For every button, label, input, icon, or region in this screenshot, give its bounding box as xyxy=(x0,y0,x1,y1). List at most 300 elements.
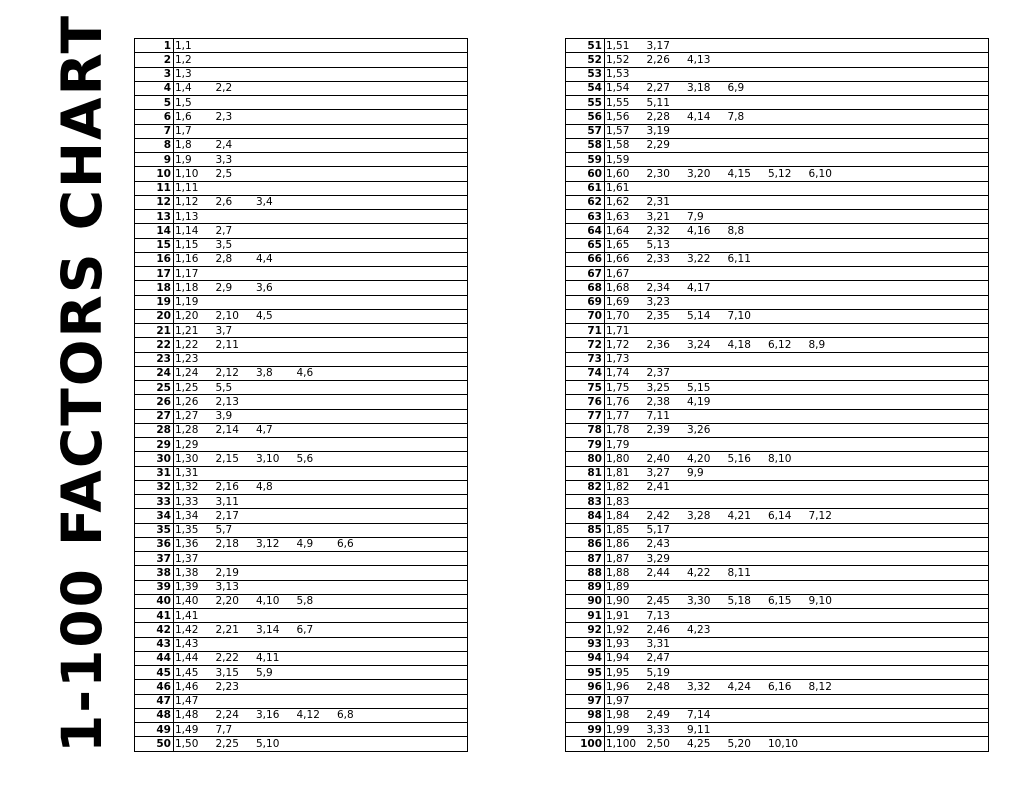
factor-pair: 1,1 xyxy=(175,39,192,52)
number-cell: 56 xyxy=(566,110,605,124)
factor-pair: 1,78 xyxy=(606,424,630,437)
table-row xyxy=(135,195,468,209)
factor-pair: 1,45 xyxy=(175,666,199,679)
number-cell: 12 xyxy=(135,195,174,209)
table-row xyxy=(135,81,468,95)
factor-pair: 1,46 xyxy=(175,680,199,693)
table-row xyxy=(135,537,468,551)
factor-pair: 7,9 xyxy=(687,210,704,223)
table-row xyxy=(566,210,989,224)
table-row xyxy=(566,295,989,309)
number-cell: 79 xyxy=(566,438,605,452)
factor-pair: 1,59 xyxy=(606,153,630,166)
factor-pair: 2,39 xyxy=(646,424,670,437)
number-cell: 87 xyxy=(566,552,605,566)
table-row xyxy=(135,124,468,138)
factor-pair: 3,33 xyxy=(646,723,670,736)
factor-pair: 1,35 xyxy=(175,524,199,537)
factor-pair: 3,29 xyxy=(646,552,670,565)
factor-pairs-cell xyxy=(605,338,989,352)
factor-pair: 3,6 xyxy=(256,281,273,294)
factor-pairs-cell xyxy=(605,381,989,395)
table-row xyxy=(135,423,468,437)
number-cell: 17 xyxy=(135,267,174,281)
factor-pair: 2,23 xyxy=(215,680,239,693)
factor-pairs-cell xyxy=(605,210,989,224)
factor-pair: 6,11 xyxy=(727,253,751,266)
factor-pair: 4,7 xyxy=(256,424,273,437)
number-cell: 19 xyxy=(135,295,174,309)
factor-pair: 1,31 xyxy=(175,467,199,480)
factor-pair: 1,73 xyxy=(606,353,630,366)
factor-pairs-cell xyxy=(605,708,989,722)
factor-pair: 7,8 xyxy=(727,110,745,123)
factor-pairs-cell xyxy=(174,666,468,680)
number-cell: 11 xyxy=(135,181,174,195)
table-row xyxy=(566,466,989,480)
factor-pairs-cell xyxy=(174,167,468,181)
factor-pairs-cell xyxy=(174,366,468,380)
factor-pair: 1,4 xyxy=(175,82,192,95)
factor-pair: 9,11 xyxy=(687,723,711,736)
factor-pair: 3,32 xyxy=(687,680,711,693)
number-cell: 31 xyxy=(135,466,174,480)
number-cell: 45 xyxy=(135,666,174,680)
table-row xyxy=(566,167,989,181)
factor-pair: 2,31 xyxy=(646,196,670,209)
factor-pairs-cell xyxy=(174,723,468,737)
factor-pair: 5,5 xyxy=(215,381,233,394)
factor-pair: 5,20 xyxy=(727,737,751,750)
factor-pair: 6,8 xyxy=(337,709,354,722)
number-cell: 59 xyxy=(566,153,605,167)
factor-pair: 1,58 xyxy=(606,139,630,152)
table-row xyxy=(135,224,468,238)
factor-pairs-cell xyxy=(605,309,989,323)
factor-pair: 1,82 xyxy=(606,481,630,494)
factor-pair: 2,19 xyxy=(215,566,239,579)
number-cell: 81 xyxy=(566,466,605,480)
number-cell: 29 xyxy=(135,438,174,452)
factor-pair: 2,22 xyxy=(215,652,239,665)
factor-pair: 4,17 xyxy=(687,281,711,294)
factor-pair: 4,6 xyxy=(296,367,314,380)
factor-pairs-cell xyxy=(174,224,468,238)
number-cell: 80 xyxy=(566,452,605,466)
factor-pair: 7,12 xyxy=(808,509,832,522)
number-cell: 74 xyxy=(566,366,605,380)
factor-pair: 1,22 xyxy=(175,338,199,351)
factor-pair: 3,12 xyxy=(256,538,280,551)
factor-pair: 10,10 xyxy=(768,737,799,750)
factor-pair: 8,8 xyxy=(727,224,745,237)
table-row xyxy=(566,81,989,95)
number-cell: 89 xyxy=(566,580,605,594)
table-row xyxy=(135,466,468,480)
factor-pair: 2,11 xyxy=(215,338,239,351)
table-row xyxy=(566,537,989,551)
factor-pair: 2,46 xyxy=(646,623,670,636)
table-row xyxy=(566,623,989,637)
factor-pair: 1,9 xyxy=(175,153,192,166)
factor-pairs-cell xyxy=(174,96,468,110)
factor-pairs-cell xyxy=(605,224,989,238)
table-row xyxy=(135,509,468,523)
factor-pairs-cell xyxy=(605,452,989,466)
factor-pairs-cell xyxy=(174,181,468,195)
table-row xyxy=(566,110,989,124)
factor-pairs-cell xyxy=(174,509,468,523)
table-row xyxy=(566,338,989,352)
factor-pair: 3,23 xyxy=(646,296,670,309)
factor-pair: 2,21 xyxy=(215,623,239,636)
factor-pairs-cell xyxy=(174,53,468,67)
table-row xyxy=(135,723,468,737)
number-cell: 100 xyxy=(566,737,605,751)
factor-pair: 5,15 xyxy=(687,381,711,394)
table-row xyxy=(566,138,989,152)
factor-pairs-cell xyxy=(174,153,468,167)
factor-pairs-cell xyxy=(174,495,468,509)
number-cell: 10 xyxy=(135,167,174,181)
number-cell: 99 xyxy=(566,723,605,737)
factor-pair: 1,70 xyxy=(606,310,630,323)
factor-pair: 5,16 xyxy=(727,452,751,465)
number-cell: 86 xyxy=(566,537,605,551)
table-row xyxy=(566,680,989,694)
factor-pair: 2,43 xyxy=(646,538,670,551)
number-cell: 92 xyxy=(566,623,605,637)
table-row xyxy=(566,452,989,466)
factor-pair: 1,20 xyxy=(175,310,199,323)
table-row xyxy=(135,594,468,608)
factor-pair: 3,9 xyxy=(215,410,233,423)
table-row xyxy=(566,252,989,266)
factor-pairs-cell xyxy=(174,594,468,608)
factor-pair: 8,11 xyxy=(727,566,751,579)
factor-pair: 4,5 xyxy=(256,310,273,323)
table-row xyxy=(566,666,989,680)
number-cell: 54 xyxy=(566,81,605,95)
factor-pairs-cell xyxy=(174,252,468,266)
factor-pair: 1,72 xyxy=(606,338,630,351)
factor-pair: 1,83 xyxy=(606,495,630,508)
factor-pair: 6,16 xyxy=(768,680,792,693)
factor-pairs-cell xyxy=(174,466,468,480)
table-row xyxy=(135,138,468,152)
number-cell: 13 xyxy=(135,210,174,224)
table-row xyxy=(566,737,989,751)
factor-pair: 2,16 xyxy=(215,481,239,494)
factor-pair: 1,61 xyxy=(606,182,630,195)
factor-pair: 1,39 xyxy=(175,581,199,594)
number-cell: 3 xyxy=(135,67,174,81)
factor-pair: 4,8 xyxy=(256,481,273,494)
factors-table-1-50 xyxy=(134,38,468,752)
number-cell: 85 xyxy=(566,523,605,537)
factor-pair: 1,26 xyxy=(175,395,199,408)
number-cell: 42 xyxy=(135,623,174,637)
factor-pair: 2,49 xyxy=(646,709,670,722)
table-row xyxy=(566,566,989,580)
number-cell: 96 xyxy=(566,680,605,694)
factor-pair: 1,42 xyxy=(175,623,199,636)
factor-pair: 5,7 xyxy=(215,524,233,537)
factor-pair: 1,36 xyxy=(175,538,199,551)
factor-pair: 1,41 xyxy=(175,609,199,622)
number-cell: 67 xyxy=(566,267,605,281)
factor-pairs-cell xyxy=(605,96,989,110)
factor-pairs-cell xyxy=(174,438,468,452)
factors-table-51-100 xyxy=(565,38,989,752)
factor-pair: 1,8 xyxy=(175,139,192,152)
number-cell: 20 xyxy=(135,309,174,323)
factor-pair: 2,42 xyxy=(646,509,670,522)
number-cell: 23 xyxy=(135,352,174,366)
factor-pair: 2,50 xyxy=(646,737,670,750)
number-cell: 65 xyxy=(566,238,605,252)
factor-pairs-cell xyxy=(605,680,989,694)
table-row xyxy=(135,96,468,110)
factor-pair: 7,14 xyxy=(687,709,711,722)
number-cell: 78 xyxy=(566,423,605,437)
factor-pair: 2,5 xyxy=(215,167,233,180)
factor-pair: 7,10 xyxy=(727,310,751,323)
number-cell: 94 xyxy=(566,651,605,665)
factor-pair: 6,9 xyxy=(727,82,745,95)
factor-pair: 5,17 xyxy=(646,524,670,537)
number-cell: 25 xyxy=(135,381,174,395)
table-row xyxy=(566,181,989,195)
number-cell: 48 xyxy=(135,708,174,722)
factor-pair: 3,19 xyxy=(646,125,670,138)
number-cell: 49 xyxy=(135,723,174,737)
number-cell: 39 xyxy=(135,580,174,594)
factor-pairs-cell xyxy=(174,609,468,623)
table-row xyxy=(566,552,989,566)
table-row xyxy=(135,580,468,594)
factor-pairs-cell xyxy=(174,81,468,95)
factor-pair: 1,88 xyxy=(606,566,630,579)
factor-pair: 1,40 xyxy=(175,595,199,608)
factor-pairs-cell xyxy=(174,309,468,323)
factor-pairs-cell xyxy=(605,39,989,53)
factor-pair: 4,15 xyxy=(727,167,751,180)
factor-pair: 2,33 xyxy=(646,253,670,266)
number-cell: 5 xyxy=(135,96,174,110)
factor-pairs-cell xyxy=(605,438,989,452)
factor-pair: 3,5 xyxy=(215,239,233,252)
number-cell: 70 xyxy=(566,309,605,323)
number-cell: 28 xyxy=(135,423,174,437)
factor-pair: 2,6 xyxy=(215,196,233,209)
factor-pair: 2,15 xyxy=(215,452,239,465)
factor-pair: 1,28 xyxy=(175,424,199,437)
factor-pair: 2,28 xyxy=(646,110,670,123)
table-row xyxy=(135,694,468,708)
table-row xyxy=(566,381,989,395)
factor-pair: 1,51 xyxy=(606,39,630,52)
factor-pairs-cell xyxy=(174,480,468,494)
number-cell: 69 xyxy=(566,295,605,309)
factor-pair: 5,14 xyxy=(687,310,711,323)
table-row xyxy=(135,352,468,366)
factor-pair: 1,32 xyxy=(175,481,199,494)
factor-pairs-cell xyxy=(174,39,468,53)
number-cell: 73 xyxy=(566,352,605,366)
number-cell: 82 xyxy=(566,480,605,494)
table-row xyxy=(135,381,468,395)
table-row xyxy=(566,723,989,737)
factor-pair: 3,10 xyxy=(256,452,280,465)
factor-pair: 9,10 xyxy=(808,595,832,608)
number-cell: 58 xyxy=(566,138,605,152)
factor-pair: 1,47 xyxy=(175,695,199,708)
factor-pair: 2,8 xyxy=(215,253,233,266)
factor-pair: 5,11 xyxy=(646,96,670,109)
factor-pair: 1,56 xyxy=(606,110,630,123)
factor-pair: 7,7 xyxy=(215,723,233,736)
factor-pair: 2,9 xyxy=(215,281,233,294)
table-row xyxy=(566,67,989,81)
factor-pair: 3,4 xyxy=(256,196,273,209)
chart-title: 1-100 FACTORS CHART xyxy=(49,13,114,753)
factor-pairs-cell xyxy=(605,423,989,437)
number-cell: 40 xyxy=(135,594,174,608)
factor-pairs-cell xyxy=(605,480,989,494)
factor-pair: 2,27 xyxy=(646,82,670,95)
factor-pair: 1,54 xyxy=(606,82,630,95)
number-cell: 47 xyxy=(135,694,174,708)
factor-pair: 1,5 xyxy=(175,96,192,109)
factor-pairs-cell xyxy=(605,281,989,295)
factor-pair: 1,52 xyxy=(606,53,630,66)
factor-pair: 2,10 xyxy=(215,310,239,323)
factor-pair: 3,24 xyxy=(687,338,711,351)
factor-pair: 1,21 xyxy=(175,324,199,337)
factor-pair: 4,25 xyxy=(687,737,711,750)
table-row xyxy=(566,423,989,437)
table-row xyxy=(135,210,468,224)
factor-pair: 4,21 xyxy=(727,509,751,522)
factor-pair: 3,11 xyxy=(215,495,239,508)
factor-pairs-cell xyxy=(174,124,468,138)
factor-pairs-cell xyxy=(174,580,468,594)
number-cell: 43 xyxy=(135,637,174,651)
factor-pairs-cell xyxy=(174,537,468,551)
table-row xyxy=(135,366,468,380)
factor-pairs-cell xyxy=(605,295,989,309)
number-cell: 8 xyxy=(135,138,174,152)
factor-pair: 1,90 xyxy=(606,595,630,608)
factor-pair: 1,17 xyxy=(175,267,199,280)
factor-pair: 1,96 xyxy=(606,680,630,693)
table-row xyxy=(566,395,989,409)
factor-pair: 3,13 xyxy=(215,581,239,594)
factor-pair: 1,43 xyxy=(175,638,199,651)
factor-pair: 2,41 xyxy=(646,481,670,494)
table-row xyxy=(566,281,989,295)
table-row xyxy=(135,395,468,409)
number-cell: 21 xyxy=(135,324,174,338)
factor-pair: 1,79 xyxy=(606,438,630,451)
number-cell: 72 xyxy=(566,338,605,352)
factor-pairs-cell xyxy=(174,352,468,366)
factor-pair: 4,22 xyxy=(687,566,711,579)
number-cell: 84 xyxy=(566,509,605,523)
factor-pair: 1,48 xyxy=(175,709,199,722)
factor-pairs-cell xyxy=(605,566,989,580)
factor-pair: 1,15 xyxy=(175,239,199,252)
number-cell: 71 xyxy=(566,324,605,338)
factor-pairs-cell xyxy=(605,509,989,523)
factor-pair: 1,30 xyxy=(175,452,199,465)
number-cell: 35 xyxy=(135,523,174,537)
table-row xyxy=(566,594,989,608)
factor-pair: 3,25 xyxy=(646,381,670,394)
number-cell: 16 xyxy=(135,252,174,266)
factor-pair: 1,49 xyxy=(175,723,199,736)
factor-pairs-cell xyxy=(174,708,468,722)
factor-pairs-cell xyxy=(174,566,468,580)
factor-pair: 3,22 xyxy=(687,253,711,266)
factor-pair: 1,75 xyxy=(606,381,630,394)
factor-pair: 8,12 xyxy=(808,680,832,693)
factor-pair: 1,60 xyxy=(606,167,630,180)
factor-pair: 2,13 xyxy=(215,395,239,408)
number-cell: 1 xyxy=(135,39,174,53)
factor-pair: 5,12 xyxy=(768,167,792,180)
factor-pairs-cell xyxy=(174,267,468,281)
table-row xyxy=(566,694,989,708)
factor-pair: 1,38 xyxy=(175,566,199,579)
number-cell: 66 xyxy=(566,252,605,266)
factor-pairs-cell xyxy=(174,694,468,708)
number-cell: 95 xyxy=(566,666,605,680)
factor-pair: 1,69 xyxy=(606,296,630,309)
factor-pair: 6,7 xyxy=(296,623,314,636)
factor-pair: 1,44 xyxy=(175,652,199,665)
factor-pairs-cell xyxy=(174,238,468,252)
factor-pairs-cell xyxy=(605,594,989,608)
table-row xyxy=(135,409,468,423)
table-row xyxy=(566,238,989,252)
factor-pairs-cell xyxy=(605,537,989,551)
table-row xyxy=(135,609,468,623)
number-cell: 76 xyxy=(566,395,605,409)
factor-pair: 3,7 xyxy=(215,324,233,337)
table-row xyxy=(566,96,989,110)
factor-pair: 4,12 xyxy=(296,709,320,722)
factor-pair: 1,10 xyxy=(175,167,199,180)
table-row xyxy=(566,53,989,67)
factor-pairs-cell xyxy=(174,195,468,209)
factor-pair: 3,17 xyxy=(646,39,670,52)
number-cell: 68 xyxy=(566,281,605,295)
factor-pair: 1,80 xyxy=(606,452,630,465)
table-row xyxy=(566,480,989,494)
table-row xyxy=(566,267,989,281)
factor-pairs-cell xyxy=(174,110,468,124)
factor-pair: 4,9 xyxy=(296,538,314,551)
factor-pairs-cell xyxy=(605,324,989,338)
factor-pairs-cell xyxy=(605,623,989,637)
factor-pair: 6,14 xyxy=(768,509,792,522)
factor-pairs-cell xyxy=(605,694,989,708)
number-cell: 93 xyxy=(566,637,605,651)
table-row xyxy=(566,39,989,53)
number-cell: 62 xyxy=(566,195,605,209)
